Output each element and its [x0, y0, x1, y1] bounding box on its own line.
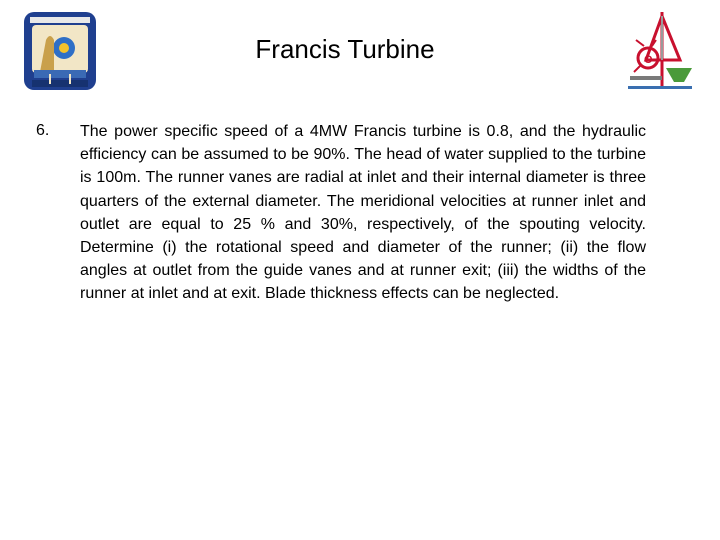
problem-statement: The power specific speed of a 4MW Francis turbine is 0.8, and the hydraulic efficiency can be assumed to be 90%. The head of water supplied to the turbine is 100m. The runner vanes are radial at inlet and their internal diameter is three quarters of the external diameter. The meridional velocities at runner inlet and outlet are equal to 25 % and 30%, respectively, of the spouting velocity. Determine (i) the rotational speed and diameter of the runner; (ii) the flow angles at outlet from the guide vanes and at runner exit; (iii) the widths of the runner at inlet and at exit. Blade thickness effects can be neglected. — [80, 123, 646, 303]
svg-text:O: O — [644, 54, 653, 66]
faculty-of-engineering-logo-icon — [622, 10, 698, 94]
problem-number: 6. — [36, 122, 50, 139]
slide-title: Francis Turbine — [255, 34, 435, 64]
university-emblem-icon — [20, 8, 100, 96]
